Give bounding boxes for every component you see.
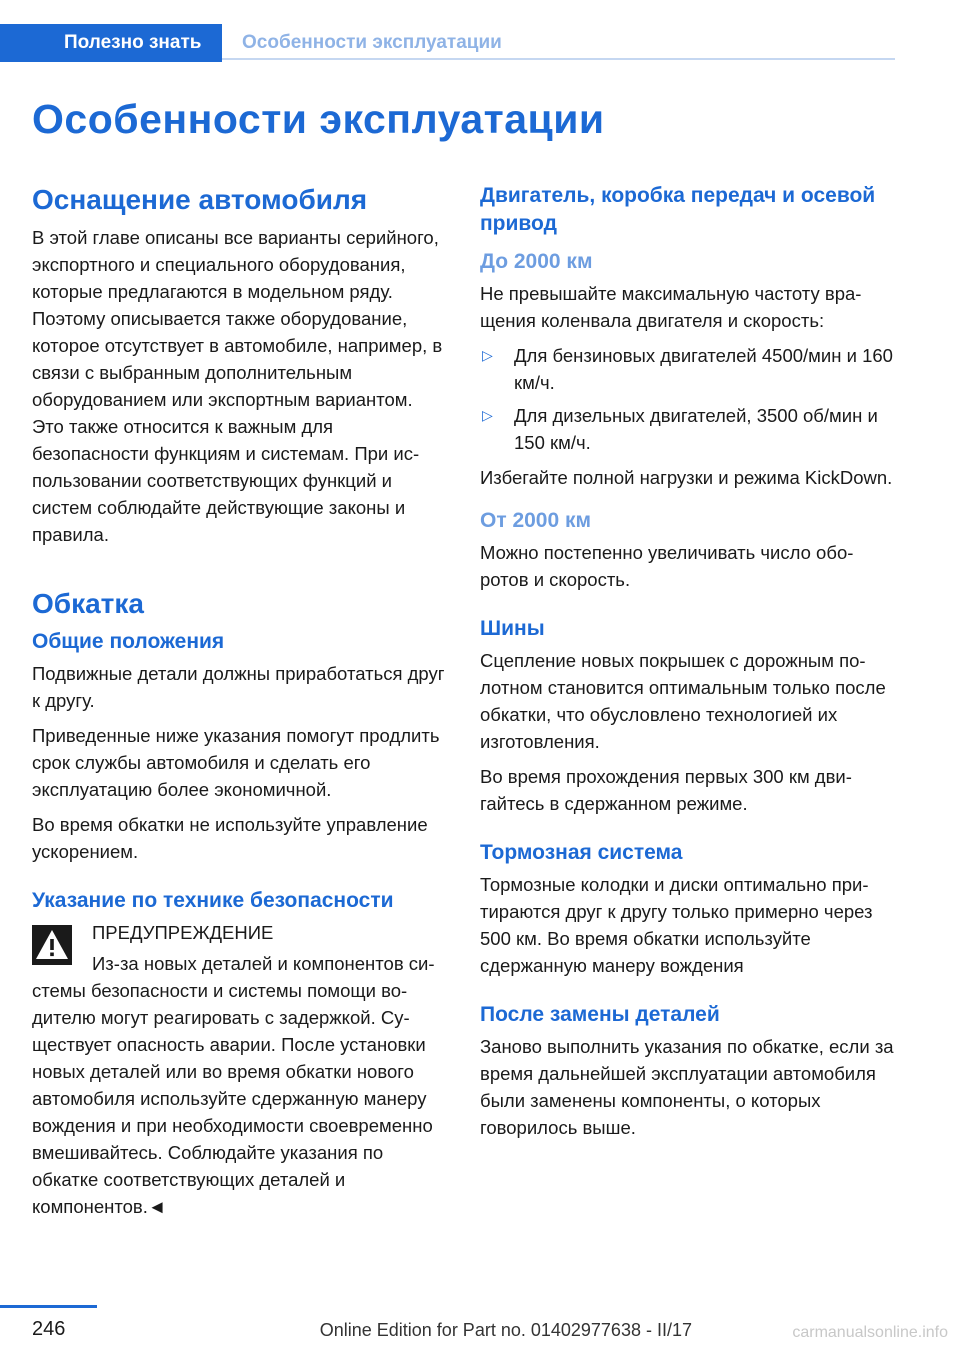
left-column — [32, 182, 447, 1220]
list-item — [480, 342, 895, 396]
warning-title: ПРЕДУПРЕЖДЕНИЕ — [92, 922, 274, 943]
parts-heading: После замены деталей — [480, 1003, 720, 1026]
triangle-bullet-icon: ▷ — [482, 347, 493, 363]
brakes-heading: Тормозная система — [480, 841, 683, 864]
list-item — [480, 402, 895, 456]
warning-triangle-icon — [32, 925, 72, 965]
tires-p1: Сцепление новых покрышек с дорожным полотном становится оптимальным только после обкатки, что обусловлено технологией их изготовления. — [480, 650, 886, 752]
upto-2000-heading: До 2000 км — [480, 250, 593, 273]
from-2000-text: Можно постепенно увеличивать число оборотов и скорость. — [480, 542, 854, 590]
page-title: Особенности эксплуатации — [32, 96, 605, 142]
equipment-heading: Оснащение автомобиля — [32, 184, 368, 215]
tires-heading: Шины — [480, 617, 545, 640]
bullet-text: Для бензиновых двигателей 4500/мин и 160 км/ч. — [514, 345, 893, 393]
page-number: 246 — [32, 1318, 66, 1340]
header-tab-current-chapter[interactable]: Особенности эксплуатации — [242, 32, 502, 53]
from-2000-heading: От 2000 км — [480, 509, 592, 532]
upto-2000-text: Не превышайте максимальную частоту вращения коленвала двигателя и скорость: — [480, 283, 862, 331]
breakin-p2: Приведенные ниже указания помогут продлить срок службы автомобиля и сделать его эксплуатацию более экономичной. — [32, 725, 440, 800]
tires-p2: Во время прохождения первых 300 км двигайтесь в сдержанном режиме. — [480, 766, 852, 814]
edition-info: Online Edition for Part no. 01402977638 - II/17 — [319, 1320, 692, 1340]
breakin-p3: Во время обкатки не используйте управление ускорением. — [32, 814, 428, 862]
engine-heading: Двигатель, коробка передач и осевой привод — [480, 184, 876, 235]
warning-text: Из-за новых деталей и компонентов системы безопасности и системы помощи водителю могут реагировать с задержкой. Существует опасность аварии. После установки новых деталей или во время обкатки нового автомобиля используйте сдержанную манеру вождения и при необходимости своевременно вмешивайтесь. Соблюдайте указания по обкатке соответствующих деталей и компонентов.◄ — [32, 953, 435, 1217]
brakes-text: Тормозные колодки и диски оптимально притираются друг к другу только примерно через 500 км. Во время обкатки используйте сдержанную манеру вождения — [480, 874, 873, 976]
header-tab-active[interactable]: Полезно знать — [0, 24, 222, 62]
equipment-text: В этой главе описаны все варианты серийного, экспортного и специального оборудования, которые предлагаются в модельном ряду. Поэтому описывается также оборудование, которое отсутствует в автомобиле, например, в связи с выбранным дополнительным оборудованием или экспортным вариантом. Это также относится к важным для безопасности функциям и системам. При использовании соответствующих функций и систем соблюдайте действующие законы и правила. — [32, 227, 443, 545]
footer-accent-line — [0, 1305, 97, 1308]
rpm-limits-list — [480, 342, 895, 456]
header-divider — [222, 58, 895, 60]
breakin-heading: Обкатка — [32, 588, 144, 619]
triangle-bullet-icon: ▷ — [482, 407, 493, 423]
bullet-text: Для дизельных двигателей, 3500 об/мин и 150 км/ч. — [514, 405, 878, 453]
breakin-p1: Подвижные детали должны приработаться друг к другу. — [32, 663, 445, 711]
warning-block — [32, 919, 447, 1220]
safety-heading: Указание по технике безопасности — [32, 889, 394, 912]
right-column — [480, 182, 895, 1149]
watermark: carmanualsonline.info — [792, 1324, 948, 1341]
general-heading: Общие положения — [32, 630, 225, 653]
page-header — [0, 24, 895, 62]
parts-text: Заново выполнить указания по обкатке, если за время дальнейшей эксплуатации автомобиля были заменены компоненты, о которых говорилось выше. — [480, 1036, 894, 1138]
avoid-kickdown-text: Избегайте полной нагрузки и режима KickDown. — [480, 467, 893, 488]
